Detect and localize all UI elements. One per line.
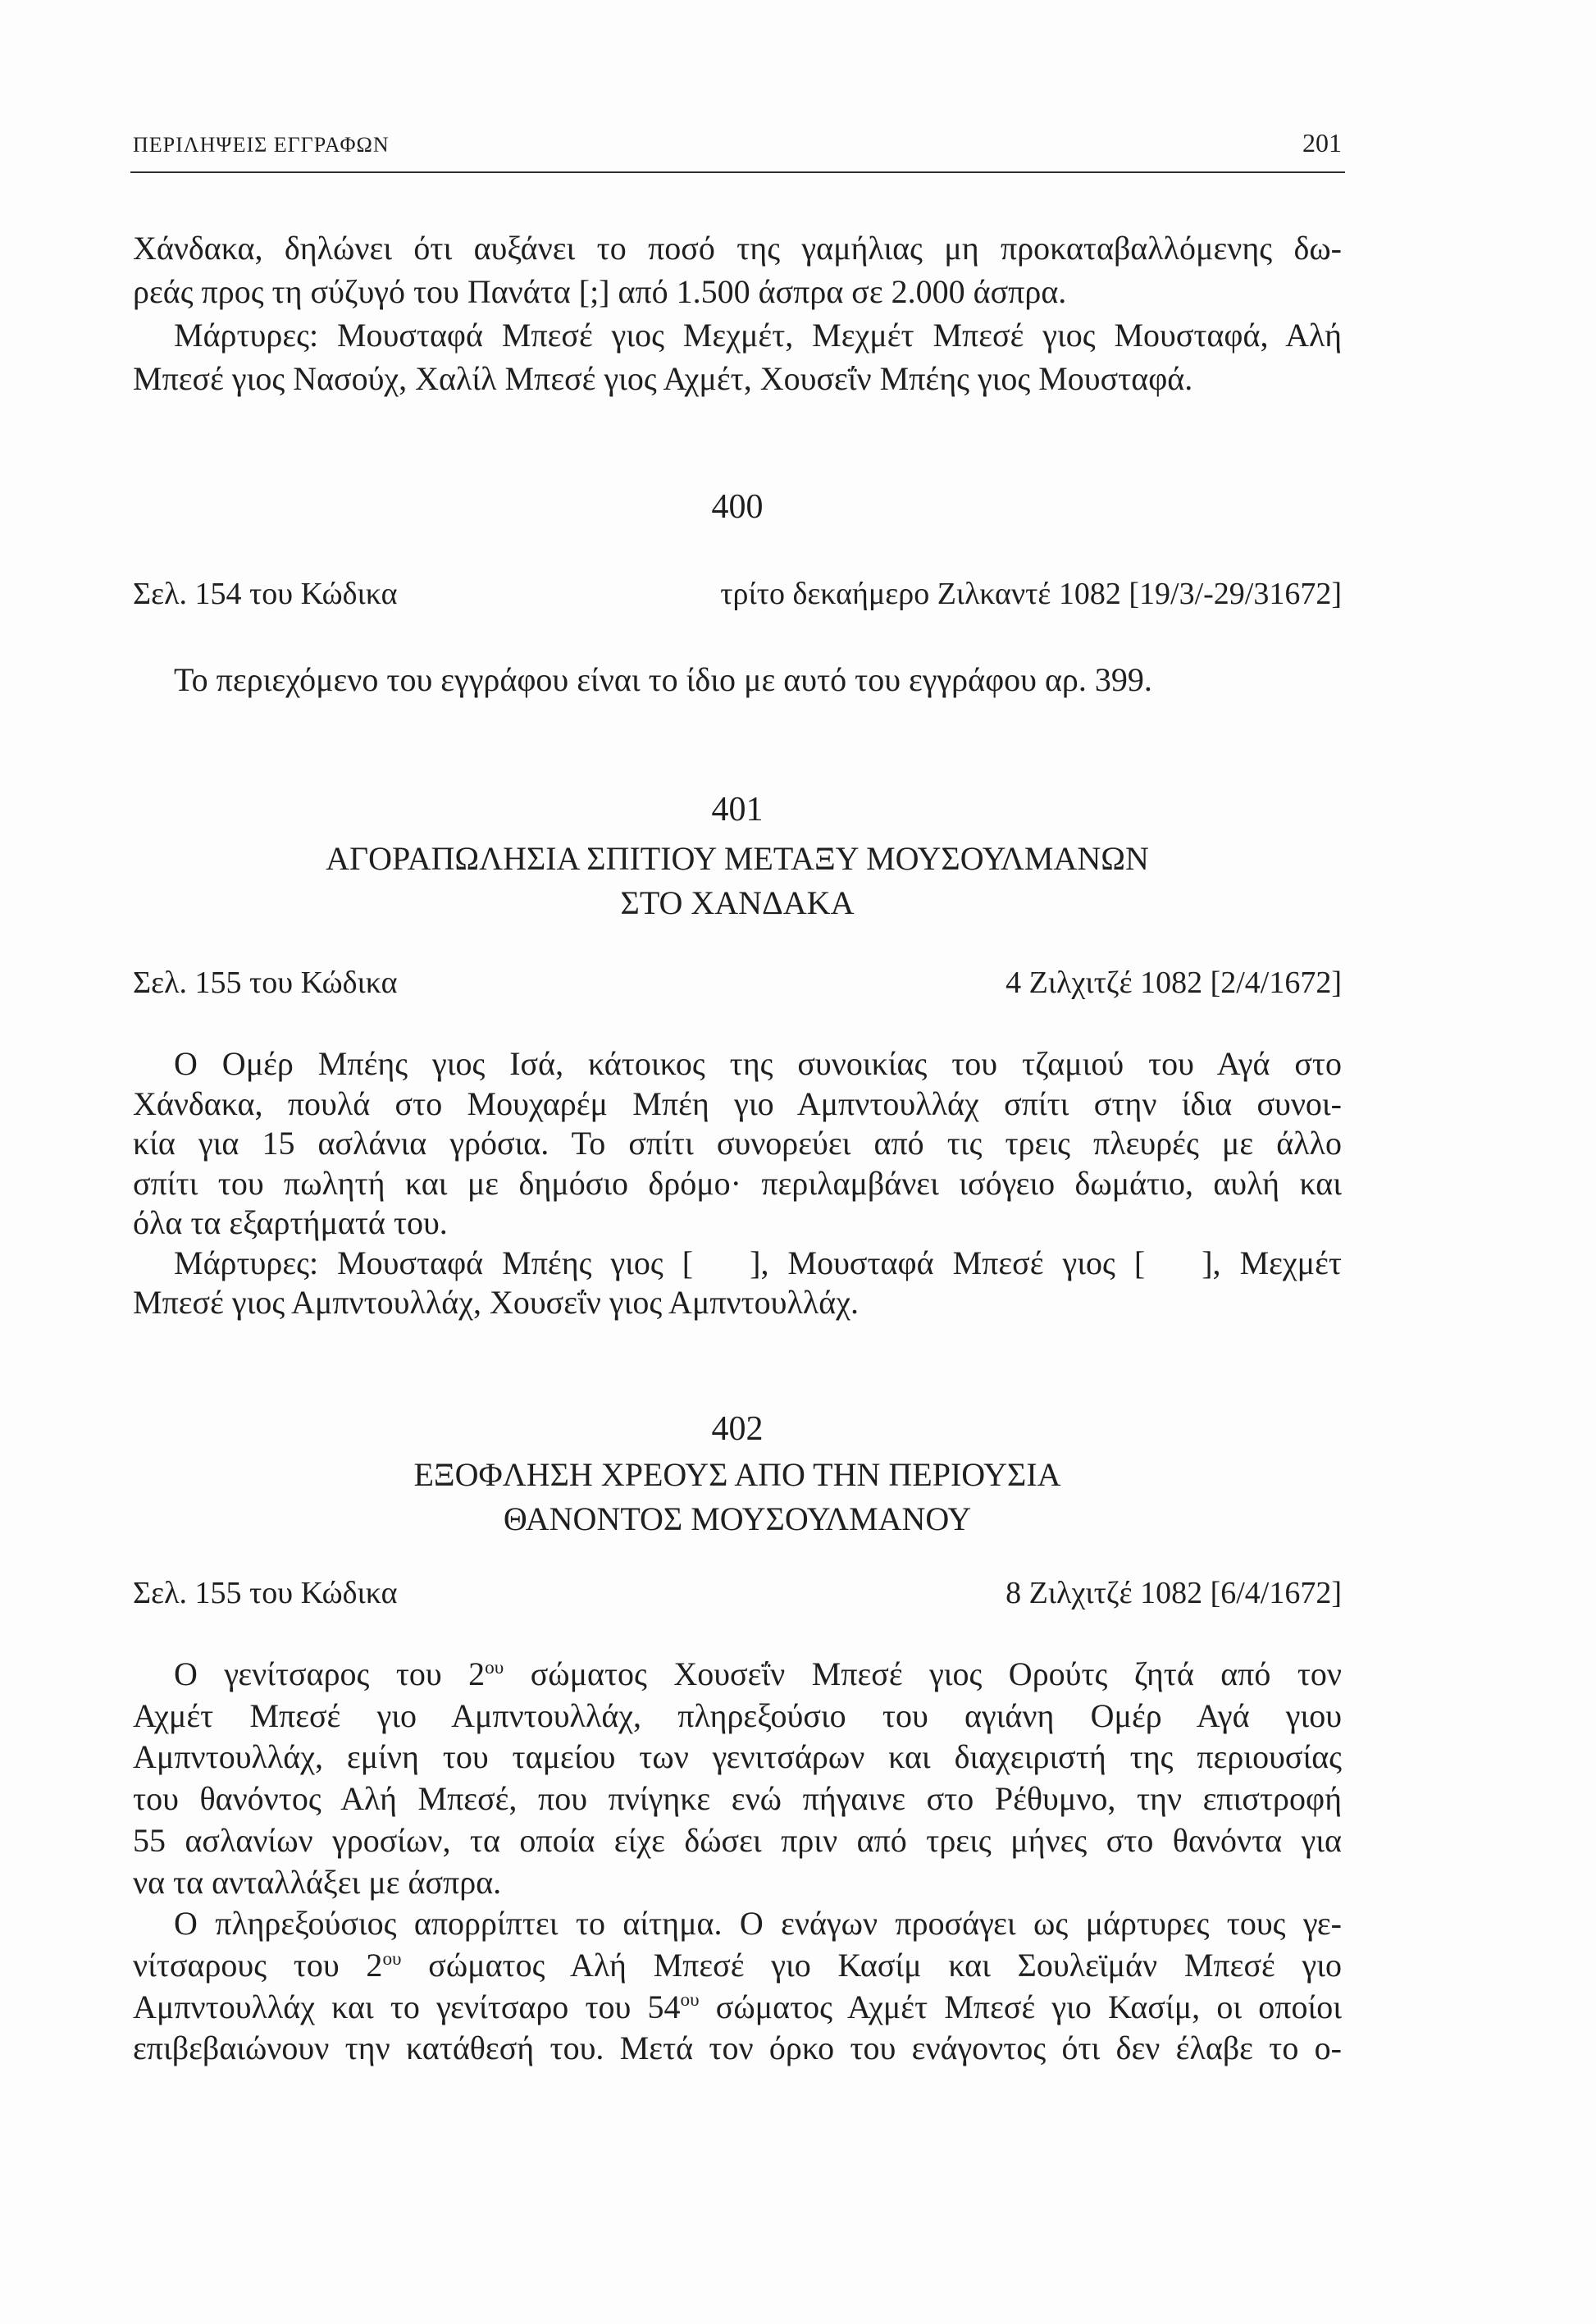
document-title [133, 1453, 1342, 1541]
text-line: Το περιεχόμενο του εγγράφου είναι το ίδιο με αυτό του εγγράφου αρ. 399. [174, 661, 1152, 698]
document-body [133, 660, 1342, 701]
document-source-line [133, 573, 1342, 614]
text-line: Αχμέτ Μπεσέ γιο Αμπντουλλάχ, πληρεξούσιο του αγιάνη Ομέρ Αγά γιου [133, 1696, 1342, 1734]
document-number: 400 [711, 488, 764, 526]
text-line: Μπεσέ γιος Αμπντουλλάχ, Χουσεΐν γιος Αμπντουλλάχ. [133, 1284, 859, 1321]
text-line: του θανόντος Αλή Μπεσέ, που πνίγηκε ενώ πήγαινε στο Ρέθυμνο, την επιστροφή [133, 1780, 1342, 1818]
text-segment: Ο γενίτσαρος του 2 [174, 1655, 486, 1692]
title-line: ΘΑΝΟΝΤΟΣ ΜΟΥΣΟΥΛΜΑΝΟΥ [503, 1500, 972, 1537]
text-line: Χάνδακα, δηλώνει ότι αυξάνει το ποσό της γαμήλιας μη προκαταβαλλόμενης δω- [133, 230, 1342, 267]
text-line [133, 1945, 1342, 1987]
text-line: επιβεβαιώνουν την κατάθεσή του. Μετά τον όρκο του ενάγοντος ότι δεν έλαβε το ο- [133, 2030, 1342, 2067]
text-line: 55 ασλανίων γροσίων, τα οποία είχε δώσει πριν από τρεις μήνες στο θανόντα για [133, 1821, 1342, 1859]
text-line [133, 1987, 1342, 2029]
text-segment: Αμπντουλλάχ και το γενίτσαρο του 54 [133, 1988, 681, 2025]
header-rule [130, 171, 1345, 173]
document-body [133, 1044, 1342, 1323]
document-source-line [133, 962, 1342, 1003]
page-number: 201 [1302, 128, 1342, 158]
text-segment: σώματος Αλή Μπεσέ γιο Κασίμ και Σουλεϊμάν Μπεσέ γιο [401, 1946, 1342, 1984]
page-header [133, 128, 1342, 166]
text-line: ρεάς προς τη σύζυγό του Πανάτα [;] από 1.500 άσπρα σε 2.000 άσπρα. [133, 273, 1067, 310]
superscript: ου [382, 1947, 402, 1970]
document-title [133, 837, 1342, 925]
superscript: ου [680, 1989, 700, 2011]
text-segment: σώματος Αχμέτ Μπεσέ γιο Κασίμ, οι οποίοι [699, 1988, 1342, 2025]
text-segment: σώματος Χουσεΐν Μπεσέ γιος Ορούτς ζητά από τον [504, 1655, 1342, 1692]
continuation-paragraph [133, 226, 1342, 400]
text-line: Ο Ομέρ Μπέης γιος Ισά, κάτοικος της συνοικίας του τζαμιού του Αγά στο [174, 1045, 1342, 1082]
source-reference: Σελ. 155 του Κώδικα [133, 966, 398, 1000]
text-line: Χάνδακα, πουλά στο Μουχαρέμ Μπέη γιο Αμπντουλλάχ σπίτι στην ίδια συνοι- [133, 1084, 1342, 1122]
document-date: τρίτο δεκαήμερο Ζιλκαντέ 1082 [19/3/-29/31672] [720, 577, 1342, 611]
document-body [133, 1654, 1342, 2070]
text-line: Μάρτυρες: Μουσταφά Μπέης γιος [ ], Μουσταφά Μπεσέ γιος [ ], Μεχμέτ [174, 1244, 1342, 1281]
text-line [133, 1654, 1342, 1696]
text-line: να τα ανταλλάξει με άσπρα. [133, 1863, 502, 1901]
text-line: Αμπντουλλάχ, εμίνη του ταμείου των γενιτσάρων και διαχειριστή της περιουσίας [133, 1738, 1342, 1776]
text-segment: νίτσαρους του 2 [133, 1946, 383, 1984]
source-reference: Σελ. 154 του Κώδικα [133, 577, 398, 611]
title-line: ΑΓΟΡΑΠΩΛΗΣΙΑ ΣΠΙΤΙΟΥ ΜΕΤΑΞΥ ΜΟΥΣΟΥΛΜΑΝΩΝ [326, 840, 1149, 877]
document-number: 401 [711, 791, 764, 829]
text-line: κία για 15 ασλάνια γρόσια. Το σπίτι συνορεύει από τις τρεις πλευρές με άλλο [133, 1125, 1342, 1162]
text-line: Μπεσέ γιος Νασούχ, Χαλίλ Μπεσέ γιος Αχμέτ, Χουσεΐν Μπέης γιος Μουσταφά. [133, 360, 1193, 397]
title-line: ΣΤΟ ΧΑΝΔΑΚΑ [620, 884, 855, 921]
document-source-line [133, 1573, 1342, 1614]
text-line: σπίτι του πωλητή και με δημόσιο δρόμο· περιλαμβάνει ισόγειο δωμάτιο, αυλή και [133, 1164, 1342, 1202]
source-reference: Σελ. 155 του Κώδικα [133, 1576, 398, 1610]
text-line: Μάρτυρες: Μουσταφά Μπεσέ γιος Μεχμέτ, Μεχμέτ Μπεσέ γιος Μουσταφά, Αλή [174, 317, 1342, 354]
document-number: 402 [711, 1410, 764, 1448]
text-line: Ο πληρεξούσιος απορρίπτει το αίτημα. Ο ενάγων προσάγει ως μάρτυρες τους γε- [174, 1905, 1342, 1943]
running-title: ΠΕΡΙΛΗΨΕΙΣ ΕΓΓΡΑΦΩΝ [133, 133, 390, 157]
document-date: 4 Ζιλχιτζέ 1082 [2/4/1672] [1005, 966, 1342, 1000]
text-line: όλα τα εξαρτήματά του. [133, 1204, 448, 1241]
superscript: ου [485, 1656, 504, 1678]
title-line: ΕΞΟΦΛΗΣΗ ΧΡΕΟΥΣ ΑΠΟ ΤΗΝ ΠΕΡΙΟΥΣΙΑ [413, 1456, 1061, 1493]
document-date: 8 Ζιλχιτζέ 1082 [6/4/1672] [1005, 1576, 1342, 1610]
